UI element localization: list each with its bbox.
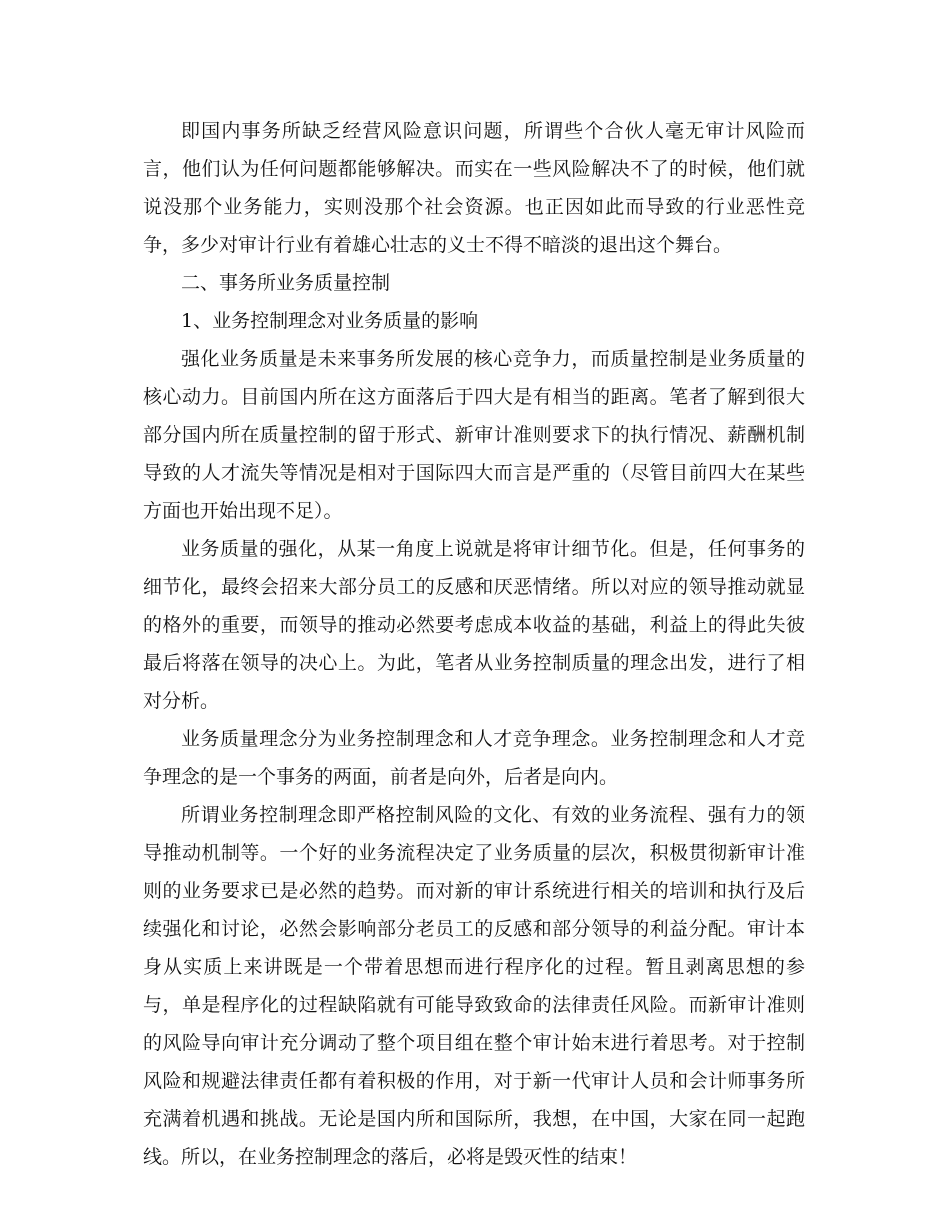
section-heading-quality-control: 二、事务所业务质量控制 [181,272,391,294]
paragraph-quality-concepts: 业务质量理念分为业务控制理念和人才竞争理念。业务控制理念和人才竞争理念的是一个事务的两面，前者是向外，后者是向内。 [143,728,805,788]
paragraph-audit-detail: 业务质量的强化，从某一角度上说就是将审计细节化。但是，任何事务的细节化，最终会招来大部分员工的反感和厌恶情绪。所以对应的领导推动就显的格外的重要，而领导的推动必然要考虑成本收益的基础，利益上的得此失彼最后将落在领导的决心上。为此，笔者从业务控制质量的理念出发，进行了相对分析。 [143,538,805,712]
paragraph-risk-awareness: 即国内事务所缺乏经营风险意识问题，所谓些个合伙人毫无审计风险而言，他们认为任何问题都能够解决。而实在一些风险解决不了的时候，他们就说没那个业务能力，实则没那个社会资源。也正因如此而导致的行业恶性竞争，多少对审计行业有着雄心壮志的义士不得不暗淡的退出这个舞台。 [143,120,805,256]
paragraph-control-concept-detail: 所谓业务控制理念即严格控制风险的文化、有效的业务流程、强有力的领导推动机制等。一个好的业务流程决定了业务质量的层次，积极贯彻新审计准则的业务要求已是必然的趋势。而对新的审计系统进行相关的培训和执行及后续强化和讨论，必然会影响部分老员工的反感和部分领导的利益分配。审计本身从实质上来讲既是一个带着思想而进行程序化的过程。暂且剥离思想的参与，单是程序化的过程缺陷就有可能导致致命的法律责任风险。而新审计准则的风险导向审计充分调动了整个项目组在整个审计始末进行着思考。对于控制风险和规避法律责任都有着积极的作用，对于新一代审计人员和会计师事务所充满着机遇和挑战。无论是国内所和国际所，我想，在中国，大家在同一起跑线。所以，在业务控制理念的落后，必将是毁灭性的结束！ [143,804,805,1168]
paragraph-core-competitiveness: 强化业务质量是未来事务所发展的核心竞争力，而质量控制是业务质量的核心动力。目前国内所在这方面落后于四大是有相当的距离。笔者了解到很大部分国内所在质量控制的留于形式、新审计准则要求下的执行情况、薪酬机制导致的人才流失等情况是相对于国际四大而言是严重的（尽管目前四大在某些方面也开始出现不足）。 [143,348,805,522]
document-page [143,112,805,1176]
subsection-heading-control-concept: 1、业务控制理念对业务质量的影响 [181,310,479,332]
